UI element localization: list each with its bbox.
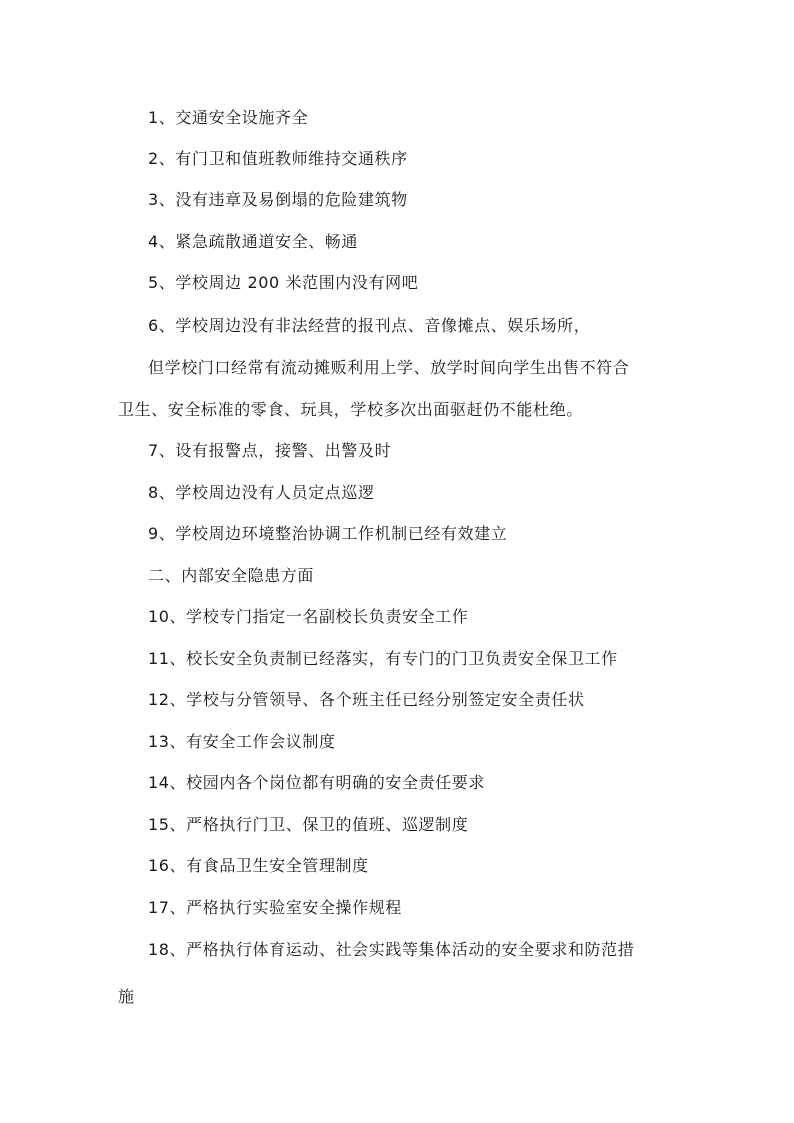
item-11: 11、校长安全负责制已经落实，有专门的门卫负责安全保卫工作	[148, 649, 618, 668]
item-18-continuation: 施	[118, 987, 135, 1006]
item-8: 8、学校周边没有人员定点巡逻	[148, 483, 375, 502]
item-18: 18、严格执行体育运动、社会实践等集体活动的安全要求和防范措	[148, 940, 635, 959]
section-heading: 二、内部安全隐患方面	[148, 566, 315, 585]
item-6-continuation: 但学校门口经常有流动摊贩利用上学、放学时间向学生出售不符合	[148, 358, 630, 377]
item-17: 17、严格执行实验室安全操作规程	[148, 898, 402, 917]
item-6: 6、学校周边没有非法经营的报刊点、音像摊点、娱乐场所，	[148, 316, 591, 335]
item-5: 5、学校周边 200 米范围内没有网吧	[148, 273, 419, 292]
item-9: 9、学校周边环境整治协调工作机制已经有效建立	[148, 524, 508, 543]
item-16: 16、有食品卫生安全管理制度	[148, 856, 369, 875]
item-12: 12、学校与分管领导、各个班主任已经分别签定安全责任状	[148, 690, 585, 709]
item-14: 14、校园内各个岗位都有明确的安全责任要求	[148, 773, 485, 792]
item-3: 3、没有违章及易倒塌的危险建筑物	[148, 190, 408, 209]
item-4: 4、紧急疏散通道安全、畅通	[148, 232, 358, 251]
item-2: 2、有门卫和值班教师维持交通秩序	[148, 149, 408, 168]
item-10: 10、学校专门指定一名副校长负责安全工作	[148, 607, 469, 626]
item-7: 7、设有报警点，接警、出警及时	[148, 441, 392, 460]
item-13: 13、有安全工作会议制度	[148, 732, 336, 751]
item-6-continuation-2: 卫生、安全标准的零食、玩具，学校多次出面驱赶仍不能杜绝。	[118, 400, 583, 419]
item-15: 15、严格执行门卫、保卫的值班、巡逻制度	[148, 815, 469, 834]
item-1: 1、交通安全设施齐全	[148, 108, 309, 127]
